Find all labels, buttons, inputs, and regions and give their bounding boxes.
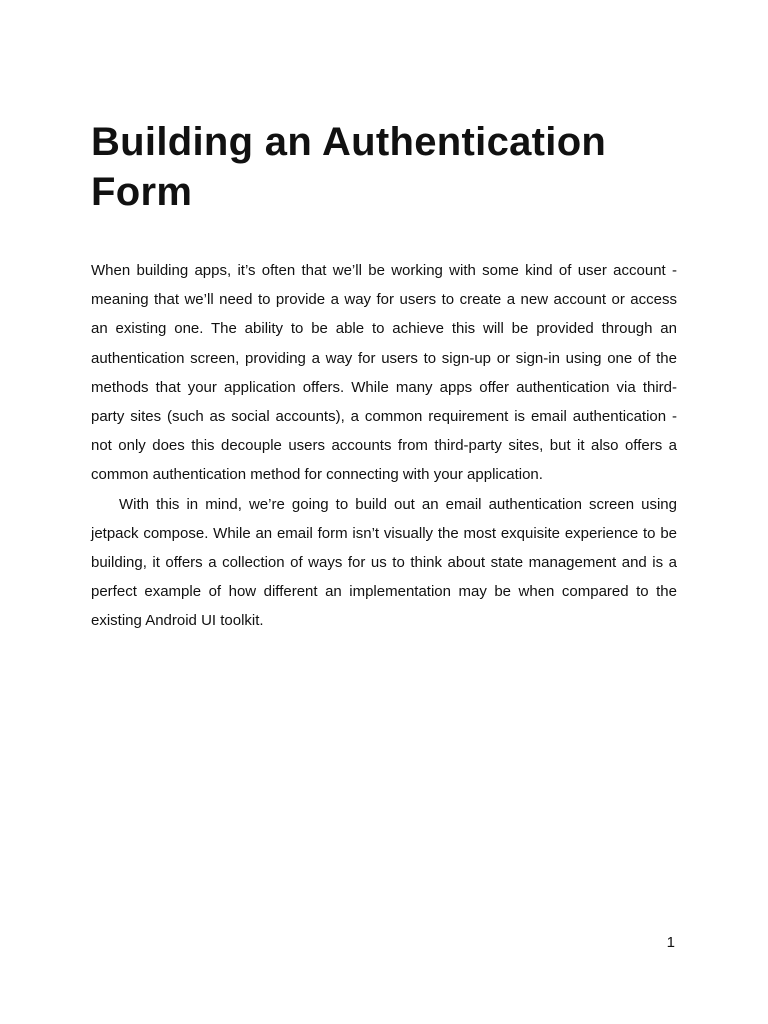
page-number: 1	[666, 934, 675, 951]
paragraph-approach: With this in mind, we’re going to build out an email authentication screen using jetpack compose. While an email form isn’t visually the most exquisite experience to be building, it offers a collection of ways for us to think about state management and is a perfect example of how different an implementation may be when compared to the existing Android UI toolkit.	[91, 495, 677, 630]
page-title: Building an Authentication Form	[91, 120, 607, 214]
paragraph-intro: When building apps, it’s often that we’ll be working with some kind of user account - meaning that we’ll need to provide a way for users to create a new account or access an existing one. The ability to be able to achieve this will be provided through an authentication screen, providing a way for users to sign-up or sign-in using one of the methods that your application offers. While many apps offer authentication via third-party sites (such as social accounts), a common requirement is email authentication - not only does this decouple users accounts from third-party sites, but it also offers a common authentication method for connecting with your application.	[91, 262, 677, 484]
body-text	[91, 256, 677, 636]
